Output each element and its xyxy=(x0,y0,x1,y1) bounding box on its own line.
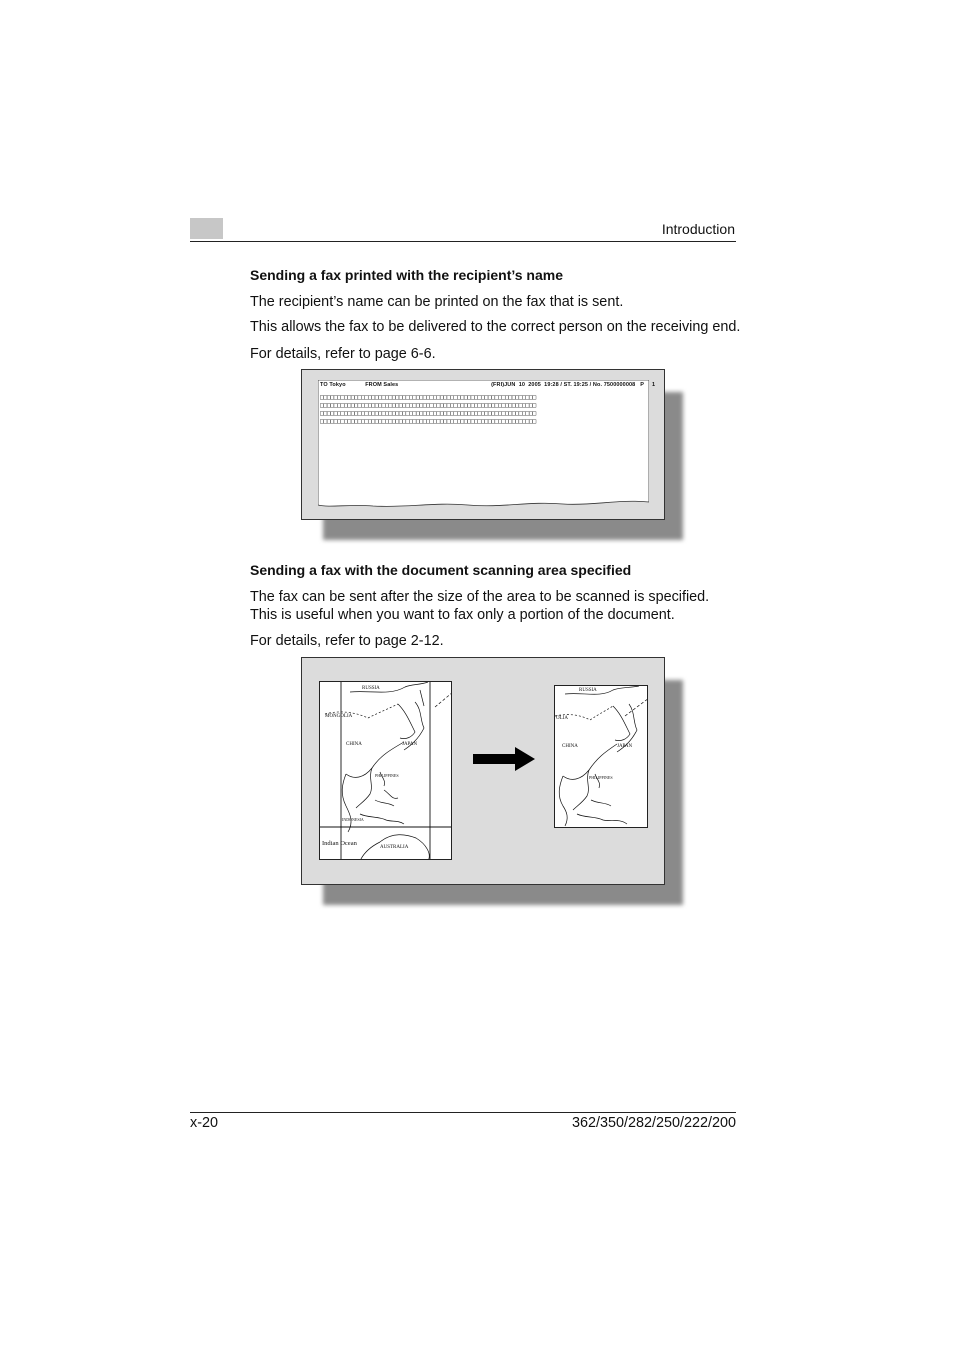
cropped-map xyxy=(554,685,648,828)
paragraph: The fax can be sent after the size of the area to be scanned is specified. This is useful when you want to fax only a portion of the document. xyxy=(250,589,710,623)
page-reference: For details, refer to page 2-12. xyxy=(250,633,444,649)
map-label-china: CHINA xyxy=(562,744,578,749)
map-label-mongolia: OLIA xyxy=(556,716,568,721)
map-label-china: CHINA xyxy=(346,742,362,747)
footer-rule xyxy=(190,1112,736,1113)
fax-info: (FRI)JUN 10 2005 19:28 / ST. 19:25 / No. 7500000008 P 1 xyxy=(491,382,656,388)
section-heading-recipient-name: Sending a fax printed with the recipient’s name xyxy=(250,267,563,283)
map-label-japan: JAPAN xyxy=(402,742,418,747)
fax-content xyxy=(318,380,656,508)
map-label-mongolia: MONGOLIA xyxy=(325,714,353,719)
fax-header-line xyxy=(320,382,655,388)
map-label-russia: RUSSIA xyxy=(579,688,597,693)
page-reference: For details, refer to page 6-6. xyxy=(250,346,436,362)
paragraph: This allows the fax to be delivered to the correct person on the receiving end. xyxy=(250,319,741,335)
chapter-tab-block xyxy=(190,218,223,239)
fax-printout-figure xyxy=(301,369,665,520)
map-label-russia: RUSSIA xyxy=(362,686,380,691)
map-label-indonesia: INDONESIA xyxy=(342,817,364,822)
map-label-indian-ocean: Indian Ocean xyxy=(322,840,357,847)
map-label-philippines: PHILIPPINES xyxy=(375,773,399,778)
fax-from: FROM Sales xyxy=(365,382,399,388)
fax-placeholder-text: □□□□□□□□□□□□□□□□□□□□□□□□□□□□□□□□□□□□□□□□□□□□□□□□□□□□□□□□□□□□□□□ □□□□□□□□□□□□□□□□□□□□□□□□□□□□□□□□□□□□□□□□□□□□□□□□□□□□□□□□□□□□□□□ □□□□□□□□□□□□□□□□□□□□□□□□□□□□□□□□□□□□□□□□□□□□□□□□□□□□□□□□□□□□□□□ □□□□□□□□□□□□□□□□□□□□□□□□□□□□□□□□□□□□□□□□□□□□□□□□□□□□□□□□□□□□□□□ xyxy=(320,394,536,425)
section-heading-scanning-area: Sending a fax with the document scanning area specified xyxy=(250,562,632,578)
scan-area-figure xyxy=(301,657,665,885)
arrow-right-icon xyxy=(473,747,535,771)
page-number: x-20 xyxy=(190,1115,218,1131)
paragraph: The recipient’s name can be printed on the fax that is sent. xyxy=(250,294,624,310)
map-drawing xyxy=(320,682,452,860)
header-rule xyxy=(190,241,736,242)
map-label-philippines: PHILIPPINES xyxy=(589,775,613,780)
map-label-japan: JAPAN xyxy=(617,744,633,749)
map-drawing xyxy=(555,686,648,828)
header-title: Introduction xyxy=(661,221,735,237)
model-numbers: 362/350/282/250/222/200 xyxy=(571,1115,736,1131)
map-label-australia: AUSTRALIA xyxy=(380,845,409,850)
original-map xyxy=(319,681,452,860)
fax-to: TO Tokyo xyxy=(320,382,346,388)
